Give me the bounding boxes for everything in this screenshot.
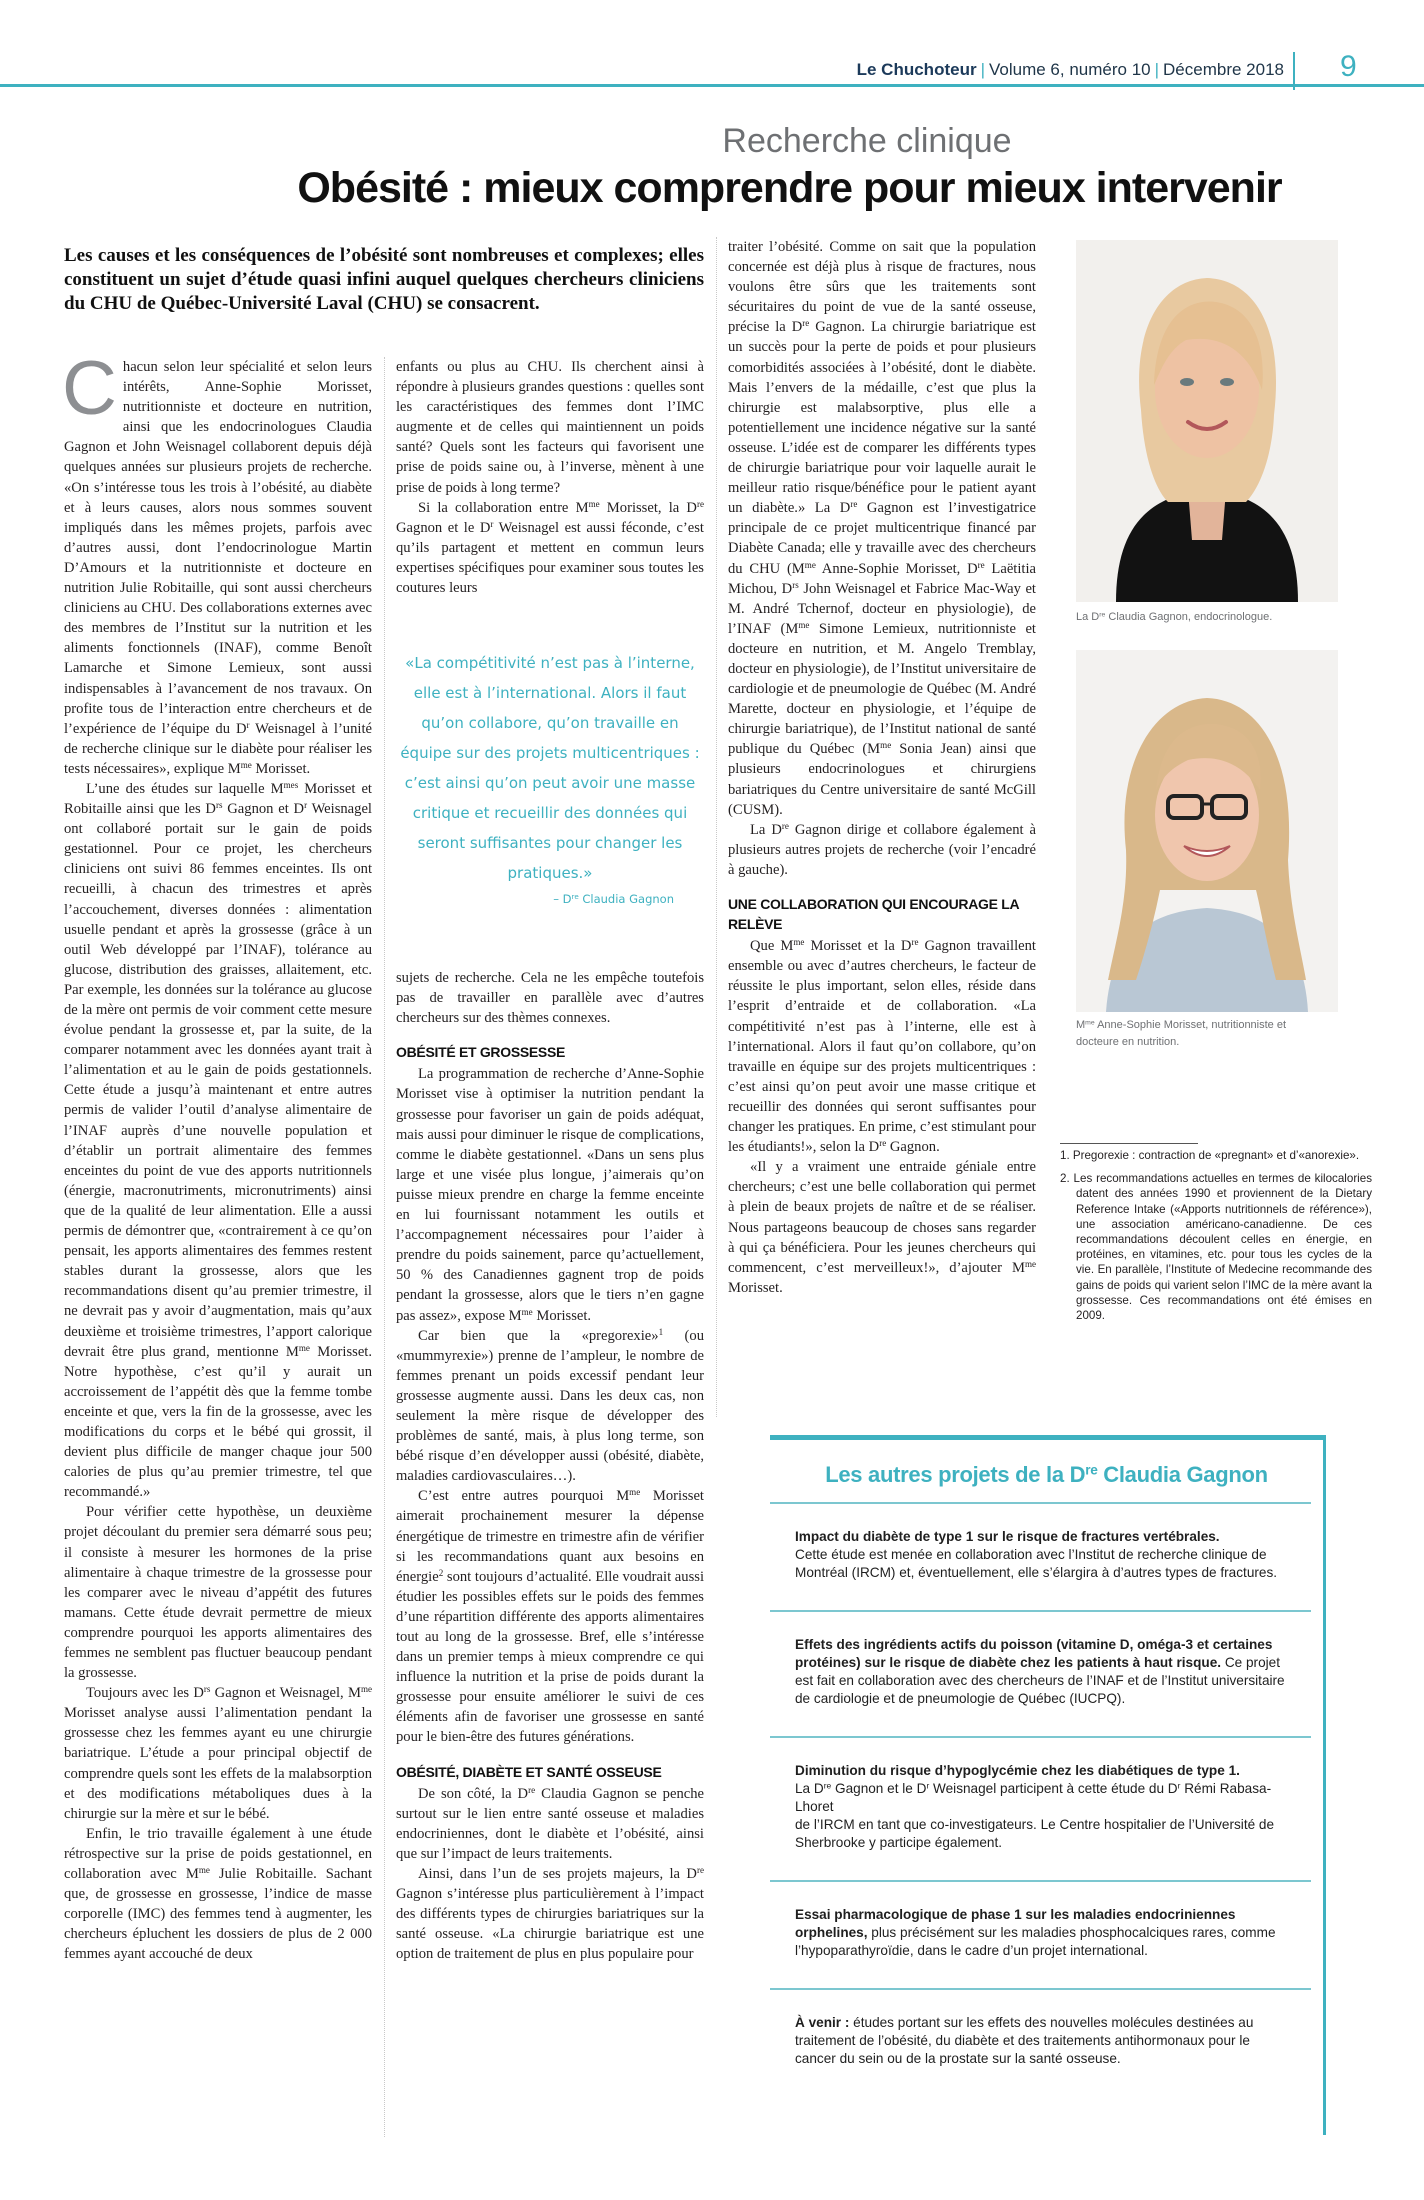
project-item bbox=[770, 1502, 1311, 1610]
superscript: rs bbox=[792, 579, 799, 590]
text-run: La programmation de recherche d’Anne-Sophie Morisset vise à optimiser la nutrition pendant la grossesse pour favoriser un gain de poids adéquat, mais aussi pour diminuer le risque de complications, comme le diabète gestationnel. «Dans un sens plus large et une visée plus longue, j’aimerais qu’on puisse mieux prendre en charge la femme enceinte en lui fournissant notamment les outils et l’accompagnement nécessaires pour l’aider à prendre du poids sainement, parce qu’actuellement, 50 % des Canadiennes gagnent trop de poids pendant la grossesse, alors que le tiers n’en gagne pas assez», expose M bbox=[396, 1066, 704, 1324]
article-title: Obésité : mieux comprendre pour mieux intervenir bbox=[297, 164, 1282, 212]
superscript: me bbox=[240, 759, 252, 770]
paragraph bbox=[64, 1502, 372, 1683]
running-head bbox=[0, 50, 1424, 84]
superscript: me bbox=[360, 1684, 372, 1695]
superscript: me bbox=[298, 1342, 310, 1353]
project-description bbox=[795, 2015, 1253, 2066]
paragraph bbox=[396, 968, 704, 1028]
project-item bbox=[770, 1988, 1311, 2096]
paragraph bbox=[396, 1064, 704, 1325]
paragraph bbox=[728, 237, 1036, 820]
text-run: Gagnon et D bbox=[222, 801, 305, 818]
column-3-continued bbox=[728, 237, 1036, 880]
project-title: Effets des ingrédients actifs du poisson (vitamine D, oméga-3 et certaines protéines) sur le risque de diabète chez les patients à haut risque. bbox=[795, 1637, 1273, 1670]
superscript: mes bbox=[283, 780, 299, 790]
separator: | bbox=[1154, 60, 1160, 79]
superscript: me bbox=[629, 1487, 641, 1498]
pull-quote-text: «La compétitivité n’est pas à l’interne, elle est à l’international. Alors il faut qu’on collabore, qu’on travaille en équipe sur des projets multicentriques : c’est ainsi qu’on peut avoir une masse critique et recueillir des données qui seront suffisantes pour changer les pratiques.» bbox=[400, 654, 700, 882]
footnotes bbox=[1060, 1148, 1372, 1331]
text-run: Rémi Rabasa-Lhoret de l’IRCM en tant que co-investigateurs. Le Centre hospitalier de l’Université de Sherbrooke y participe également. bbox=[795, 1781, 1275, 1850]
text-run: John Weisnagel et Fabrice Mac-Way et M. André Tchernof, docteur en physiologie), de l’INAF (M bbox=[728, 580, 1036, 637]
column-2-intro-paragraphs bbox=[396, 968, 704, 1028]
text-run: La D bbox=[795, 1781, 824, 1796]
paragraph bbox=[396, 1326, 704, 1487]
sidebar-other-projects bbox=[770, 1435, 1326, 2135]
superscript: me bbox=[880, 740, 892, 751]
column-1-paragraphs bbox=[62, 346, 373, 1965]
subhead-obesite-grossesse: OBÉSITÉ ET GROSSESSE bbox=[396, 1044, 566, 1061]
sidebar-project-list bbox=[770, 1502, 1323, 2096]
text-run: De son côté, la D bbox=[418, 1785, 529, 1802]
text-run: Morisset et Robitaille ainsi que les D bbox=[64, 780, 372, 818]
paragraph bbox=[728, 936, 1036, 1157]
column-divider bbox=[716, 237, 717, 1417]
superscript: me bbox=[798, 619, 810, 630]
text-run: Claudia Gagnon, endocrinologue. bbox=[1105, 611, 1273, 623]
project-title: À venir : bbox=[795, 2015, 850, 2030]
photo-caption-gagnon bbox=[1076, 609, 1338, 626]
text-run: Weisnagel à l’unité de recherche clinique sur le diabète pour réaliser les tests nécessaires», explique M bbox=[64, 720, 372, 777]
superscript: re bbox=[528, 1784, 536, 1795]
text-run: La D bbox=[1076, 611, 1100, 623]
text-run: Morisset aimerait prochainement mesurer la dépense énergétique de trimestre en trimestre afin de vérifier si les recommandations quant aux besoins en énergie bbox=[396, 1488, 704, 1585]
article-column-2-top bbox=[396, 357, 704, 598]
footnote-2: 2. Les recommandations actuelles en termes de kilocalories datent des années 1990 et proviennent de la Dietary Reference Intake («Apports nutritionnels de référence»), une association américano-canadienne. De ces recommandations découlent celles en énergie, en protéines, en vitamines, etc. pour tous les cycles de la vie. En parallèle, l’Institute of Medecine recommande des gains de poids qui varient selon l’IMC de la mère avant la grossesse. Ces recommandations ont été émises en 2009. bbox=[1060, 1172, 1372, 1323]
text-run: Simone Lemieux, nutritionniste et docteure en nutrition, et M. Angelo Tremblay, docteur en physiologie), de l’Institut universitaire de cardiologie et de pneumologie de Québec (M. André Marette, docteur en physiologie, et l’équipe de chirurgie bariatrique), de l’Institut national de santé publique du Québec (M bbox=[728, 620, 1036, 758]
subhead-sante-osseuse: OBÉSITÉ, DIABÈTE ET SANTÉ OSSEUSE bbox=[396, 1763, 662, 1780]
text-run: Sonia Jean) ainsi que plusieurs endocrinologues et chirurgiens bariatriques du Centre universitaire de santé McGill (CUSM). bbox=[728, 741, 1036, 818]
text-run: Gagnon et le D bbox=[831, 1781, 927, 1796]
text-run: Si la collaboration entre M bbox=[418, 499, 589, 516]
superscript: r bbox=[246, 719, 250, 730]
text-run: Enfin, le trio travaille également à une étude rétrospective sur la prise de poids gestationnel, en collaboration avec M bbox=[64, 1825, 372, 1883]
text-run: enfants ou plus au CHU. Ils cherchent ainsi à répondre à plusieurs grandes questions : quelles sont les caractéristiques des femmes dont l’IMC augmente et de celles qui maintiennent un poids santé? Quels sont les facteurs qui favorisent une prise de poids saine ou, à l’inverse, mènent à une prise de poids à long terme? bbox=[396, 359, 704, 496]
text-run: Morisset, la D bbox=[599, 499, 697, 516]
paragraph bbox=[64, 779, 372, 1502]
text-run: Gagnon et le D bbox=[396, 519, 491, 536]
text-run: Morisset. bbox=[251, 760, 311, 777]
text-run: Julie Robitaille. Sachant que, de grossesse en grossesse, l’indice de masse corporelle (IMC) des femmes tend à augmenter, les chercheurs épluchent les dossiers de plus de 2 000 femmes ayant accouché de deux bbox=[64, 1866, 372, 1963]
portrait-illustration bbox=[1076, 650, 1338, 1012]
photo-anne-sophie-morisset bbox=[1076, 650, 1338, 1012]
superscript: r bbox=[1177, 1780, 1181, 1791]
text-run: L’une des études sur laquelle M bbox=[86, 780, 284, 797]
text-run: Morisset analyse aussi l’alimentation pendant la grossesse chez les femmes ayant eu une chirurgie bariatrique. L’étude a pour principal objectif de comprendre quels sont les effets de la malabsorption et des modifications métaboliques dues à la chirurgie sur la mère et sur le bébé. bbox=[64, 1705, 372, 1822]
paragraph bbox=[728, 1157, 1036, 1298]
text-run: Toujours avec les D bbox=[86, 1685, 204, 1702]
text-run: Ainsi, dans l’un de ses projets majeurs, la D bbox=[418, 1866, 697, 1883]
text-run: M bbox=[1076, 1019, 1086, 1031]
superscript: re bbox=[696, 1865, 704, 1876]
separator: | bbox=[980, 60, 985, 79]
text-run: La D bbox=[750, 821, 782, 838]
text-run: «Il y a vraiment une entraide géniale entre chercheurs; c’est une belle collaboration qui permet à plein de beaux projets de naître et de se réaliser. Nous partageons beaucoup de choses sans regarder à qui ça bénéficiera. Pour les jeunes chercheurs qui commencent, c’est merveilleux!», d’ajouter M bbox=[728, 1159, 1036, 1276]
issue-date: Décembre 2018 bbox=[1163, 60, 1284, 79]
text-run: Laëtitia Michou, D bbox=[728, 560, 1036, 597]
page-number: 9 bbox=[1340, 50, 1357, 83]
text-run: études portant sur les effets des nouvelles molécules destinées au traitement de l’obésité, du diabète et des traitements antihormonaux pour le cancer du sein ou de la prostate sur la santé osseuse. bbox=[795, 2015, 1254, 2066]
article-column-3 bbox=[728, 237, 1036, 1298]
text-run: Gagnon et Weisnagel, M bbox=[210, 1685, 361, 1702]
text-run: traiter l’obésité. Comme on sait que la population concernée est déjà plus à risque de fractures, nous voulons être sûrs que les traitements sont sécuritaires du point de vue de la santé osseuse, précise la D bbox=[728, 239, 1036, 336]
superscript: re bbox=[823, 1780, 832, 1791]
superscript: re bbox=[850, 499, 858, 510]
text-run: Gagnon. La chirurgie bariatrique est un succès pour la perte de poids et pour plusieurs comorbidités associées à l’obésité, dont le diabète. Mais l’envers de la médaille, c’est que plus la chirurgie est malabsorptive, plus elle a potentiellement une incidence négative sur la santé osseuse. L’idée est de comparer les différents types de chirurgie bariatrique pour voir laquelle aurait le meilleur ratio risque/bénéfice pour le patient ayant un diabète.» La D bbox=[728, 319, 1036, 517]
subhead-collaboration-releve: UNE COLLABORATION QUI ENCOURAGE LA RELÈVE bbox=[728, 896, 1019, 933]
paragraph bbox=[396, 357, 704, 498]
superscript: me bbox=[198, 1865, 210, 1876]
superscript: me bbox=[521, 1306, 533, 1317]
project-description bbox=[795, 1781, 1274, 1850]
footnote-1: 1. Pregorexie : contraction de «pregnant» et d’«anorexie». bbox=[1060, 1149, 1360, 1162]
text-run: Morisset et la D bbox=[804, 938, 912, 955]
text-run: Weisnagel ont collaboré portait sur le gain de poids gestationnel. Pour ce projet, les chercheurs cliniciens ont suivi 86 femmes enceintes. Ils ont recueilli, à chacun des trimestres et après l’accouchement, diverses données : alimentation usuelle pendant et après la grossesse (grâce à un outil Web développé par l’INAF), tolérance au glucose, distribution des graisses, allaitement, etc. Par exemple, les données sur la tolérance au glucose de la mère ont permis de voir comment cette mesure évolue pendant la grossesse et, par la suite, de la comparer notamment avec les données ayant trait à l’alimentation et au le gain de poids gestationnels. Cette étude a jusqu’à maintenant et entre autres permis de valider l’outil d’analyse alimentaire de l’INAF auprès d’une nouvelle population et d’établir un portrait alimentaire des femmes enceintes du point de vue des apports nutritionnels (énergie, macronutriments, micronutriments) ainsi que de la qualité de leur alimentation. Elle a aussi permis de démontrer que, «contrairement à ce qu’on pensait, les apports alimentaires des femmes restent stables durant la grossesse, alors que les recommandations disent qu’au premier trimestre, il ne devrait pas y avoir d’augmentation, mais qu’aux deuxième et troisième trimestres, l’apport calorique devrait être plus grand, mentionne M bbox=[64, 801, 372, 1360]
sidebar-title-prefix: Les autres projets de la D bbox=[825, 1462, 1086, 1487]
photo-claudia-gagnon bbox=[1076, 240, 1338, 602]
superscript: me bbox=[793, 937, 805, 948]
paragraph bbox=[396, 1864, 704, 1964]
text-run: Anne-Sophie Morisset, D bbox=[815, 560, 978, 577]
text-run: plus précisément sur les maladies phosphocalciques rares, comme l’hypoparathyroïdie, dans le cadre d’un projet international. bbox=[795, 1925, 1276, 1958]
text-run: Morisset. bbox=[728, 1279, 783, 1296]
paragraph bbox=[64, 1683, 372, 1824]
text-run: Gagnon est l’investigatrice principale de ce projet multicentrique financé par Diabète Canada; elle y travaille avec des chercheurs du CHU (M bbox=[728, 500, 1036, 577]
text-run: Morisset. bbox=[532, 1307, 592, 1324]
text-run: Morisset. Notre hypothèse, c’est qu’il y aurait un accroissement de l’appétit dès que la femme tombe enceinte et que, vers la fin de la grossesse, avec les modifications du corps et le bébé qui grossit, il devient plus difficile de manger chaque jour 500 calories de plus qu’au premier trimestre, tel que recommandé.» bbox=[64, 1343, 373, 1501]
section-collaboration-releve bbox=[728, 936, 1036, 1298]
issue-info bbox=[857, 60, 1284, 80]
text-run: sujets de recherche. Cela ne les empêche toutefois pas de travailler en parallèle avec d’autres chercheurs sur des thèmes connexes. bbox=[396, 970, 704, 1027]
text-run: sont toujours d’actualité. Elle voudrait aussi étudier les possibles effets sur le poids des femmes d’une répartition différente des apports alimentaires tout au long de la grossesse. Bref, elle s’intéresse dans un premier temps à mieux comprendre ce qui influence la nutrition et la prise de poids durant la grossesse pour ensuite améliorer le suivi de ces éléments afin de favoriser une grossesse en santé pour le bien-être des futures générations. bbox=[396, 1568, 704, 1746]
text-run: Que M bbox=[750, 938, 794, 955]
superscript: 2 bbox=[438, 1567, 444, 1578]
text-run: Gagnon. bbox=[886, 1139, 940, 1156]
superscript: re bbox=[1099, 611, 1106, 619]
project-title: Diminution du risque d’hypoglycémie chez les diabétiques de type 1. bbox=[795, 1763, 1240, 1778]
drop-cap: C bbox=[62, 346, 117, 431]
paragraph bbox=[728, 820, 1036, 880]
column-divider bbox=[384, 357, 385, 2137]
project-description bbox=[795, 1925, 1276, 1958]
attribution-superscript: re bbox=[571, 892, 579, 902]
paragraph bbox=[396, 1486, 704, 1747]
project-item bbox=[770, 1610, 1311, 1736]
paragraph bbox=[396, 498, 704, 598]
sidebar-title bbox=[770, 1440, 1323, 1488]
superscript: re bbox=[781, 820, 789, 831]
pull-quote-attribution bbox=[396, 890, 704, 908]
portrait-illustration bbox=[1076, 240, 1338, 602]
paragraph bbox=[396, 1784, 704, 1864]
sidebar-title-superscript: re bbox=[1085, 1462, 1098, 1478]
text-run: Gagnon travaillent ensemble ou avec d’autres chercheurs, le facteur de réussite le plus important, selon elles, réside dans l’esprit d’entraide et de collaboration. «La compétitivité n’est pas à l’interne, elle est à l’international. Alors il faut qu’on collabore, qu’on travaille en équipe sur des projets multicentriques : c’est ainsi qu’on peut avoir une masse critique et recueillir des données qui seront suffisantes pour changer les pratiques. En prime, c’est stimulant pour les étudiants!», selon la D bbox=[728, 938, 1036, 1156]
text-run: Weisnagel participent à cette étude du D bbox=[929, 1781, 1178, 1796]
superscript: me bbox=[1024, 1258, 1036, 1269]
text-run: hacun selon leur spécialité et selon leurs intérêts, Anne-Sophie Morisset, nutritionniste et docteure en nutrition, ainsi que les endocrinologues Claudia Gagnon et John Weisnagel collaborent depuis déjà quelques années sur plusieurs projets de recherche. «On s’intéresse tous les trois à l’obésité, au diabète et à leurs causes, alors nous sommes souvent impliqués dans les mêmes projets, parfois avec d’autres aussi, dont l’endocrinologue Martin D’Amours et la nutritionniste et docteure en nutrition Julie Robitaille, qui sont aussi chercheurs cliniciens au CHU. Des collaborations externes avec des membres de l’Institut sur la nutrition et les aliments fonctionnels (INAF), comme Benoît Lamarche et Simone Lemieux, sont aussi indispensables à l’avancement de nos travaux. On profite tous de l’interaction entre chercheurs et de l’expérience de l’équipe du D bbox=[64, 359, 372, 737]
superscript: 1 bbox=[658, 1326, 664, 1337]
volume-label: Volume 6, numéro 10 bbox=[989, 60, 1151, 79]
text-run: (ou «mummyrexie») prenne de l’ampleur, le nombre de femmes prenant un poids excessif pendant leur grossesse augmente aussi. Dans les deux cas, non seulement la mère risque de développer des problèmes de santé, mais, à plus long terme, son bébé risque d’en développer aussi (obésité, diabète, maladies cardiovasculaires…). bbox=[396, 1327, 704, 1485]
text-run: Weisnagel est aussi féconde, c’est qu’ils partagent et mettent en commun leurs expertises spécifiques pour examiner sous toutes les coutures leurs bbox=[396, 519, 704, 597]
text-run: Car bien que la «pregorexie» bbox=[418, 1327, 659, 1344]
article-column-2-bottom bbox=[396, 968, 704, 1965]
superscript: r bbox=[926, 1780, 930, 1791]
section-obesite-grossesse bbox=[396, 1064, 704, 1747]
superscript: re bbox=[911, 937, 919, 948]
header-rule bbox=[0, 84, 1424, 87]
publication-name: Le Chuchoteur bbox=[856, 60, 977, 79]
sidebar-title-name: Claudia Gagnon bbox=[1097, 1462, 1268, 1487]
text-run: C’est entre autres pourquoi M bbox=[418, 1488, 630, 1505]
footnote-rule bbox=[1060, 1143, 1198, 1144]
superscript: rs bbox=[215, 800, 223, 811]
superscript: me bbox=[588, 498, 600, 509]
superscript: rs bbox=[203, 1684, 211, 1695]
project-title: Essai pharmacologique de phase 1 sur les maladies endocriniennes orphelines, bbox=[795, 1907, 1236, 1940]
project-description bbox=[795, 1547, 1277, 1580]
superscript: re bbox=[977, 559, 985, 570]
superscript: me bbox=[1085, 1019, 1095, 1027]
column-2-top-paragraphs bbox=[396, 357, 704, 598]
paragraph bbox=[64, 1824, 372, 1965]
text-run: Gagnon dirige et collabore également à plusieurs autres projets de recherche (voir l’encadré à gauche). bbox=[728, 821, 1036, 878]
superscript: me bbox=[804, 559, 816, 570]
pull-quote bbox=[396, 648, 704, 908]
superscript: r bbox=[490, 518, 494, 529]
attribution-name: Claudia Gagnon bbox=[578, 892, 674, 906]
superscript: re bbox=[879, 1138, 887, 1149]
superscript: r bbox=[304, 800, 308, 811]
text-run: Anne-Sophie Morisset, nutritionniste et docteure en nutrition. bbox=[1076, 1019, 1287, 1048]
article-column-1 bbox=[62, 346, 373, 1965]
photo-caption-morisset bbox=[1076, 1017, 1306, 1051]
text-run: Pour vérifier cette hypothèse, un deuxième projet découlant du premier sera démarré sous peu; il consiste à mesurer les hormones de la prise alimentaire à chaque trimestre de la grossesse pour les comparer avec le niveau d’appétit des futures mamans. Cette étude devrait permettre de mieux comprendre pourquoi les apports alimentaires des femmes ne semblent pas fluctuer beaucoup pendant la grossesse. bbox=[64, 1504, 372, 1682]
text-run: Gagnon s’intéresse plus particulièrement à l’impact des différents types de chirurgies bariatriques sur la santé osseuse. «La chirurgie bariatrique est une option de traitement de plus en plus populaire pour bbox=[396, 1886, 704, 1963]
article-lead: Les causes et les conséquences de l’obésité sont nombreuses et complexes; elles constituent un sujet d’étude quasi infini auquel quelques chercheurs cliniciens du CHU de Québec-Université Laval (CHU) se consacrent. bbox=[64, 245, 704, 314]
text-run: Ce projet est fait en collaboration avec des chercheurs de l’INAF et de l’Institut universitaire de cardiologie et de pneumologie de Québec (IUCPQ). bbox=[795, 1655, 1285, 1706]
text-run: Cette étude est menée en collaboration avec l’Institut de recherche clinique de Montréal (IRCM) et, éventuellement, elle s’élargira à d’autres types de fractures. bbox=[795, 1547, 1278, 1580]
attribution-prefix: – D bbox=[553, 892, 572, 906]
section-kicker: Recherche clinique bbox=[722, 122, 1012, 160]
superscript: re bbox=[696, 498, 704, 509]
project-item bbox=[770, 1880, 1311, 1988]
text-run: Claudia Gagnon se penche surtout sur le lien entre santé osseuse et maladies endocriniennes, dont le diabète et l’obésité, ainsi que sur l’impact de leurs traitements. bbox=[396, 1785, 704, 1862]
project-title: Impact du diabète de type 1 sur le risque de fractures vertébrales. bbox=[795, 1529, 1220, 1544]
superscript: re bbox=[802, 318, 810, 329]
project-item bbox=[770, 1736, 1311, 1880]
section-sante-osseuse bbox=[396, 1784, 704, 1965]
